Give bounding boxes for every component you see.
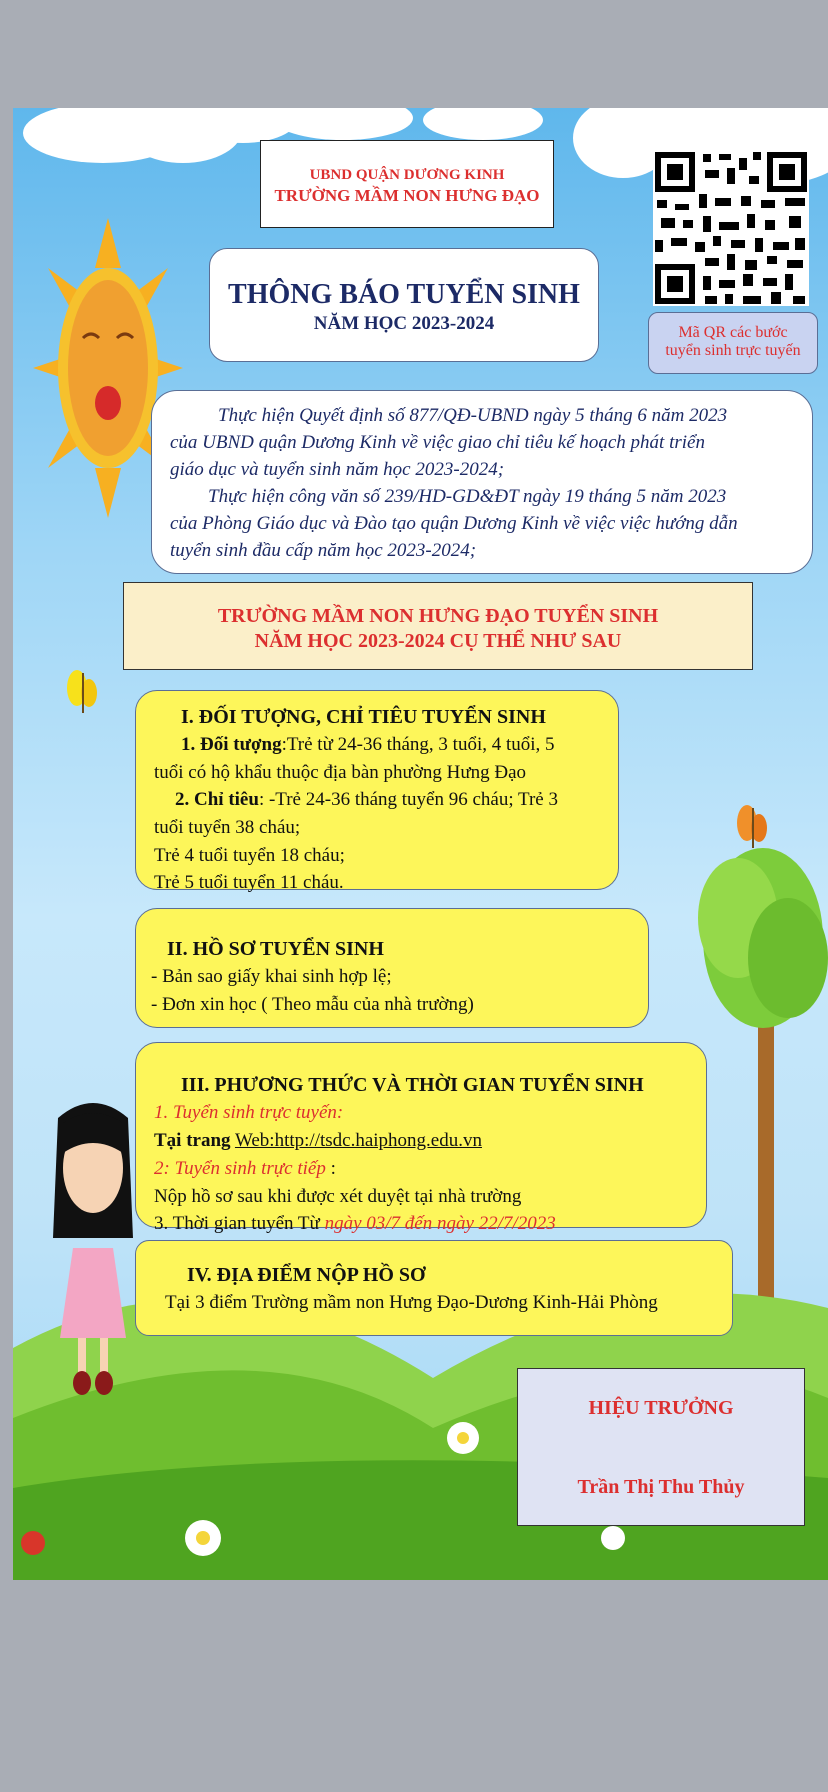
intro-line: tuyển sinh đầu cấp năm học 2023-2024; [170, 540, 477, 561]
registration-link[interactable]: Web:http://tsdc.haiphong.edu.vn [234, 1130, 482, 1151]
qr-code [653, 150, 809, 306]
section-4-text: Tại 3 điểm Trường mầm non Hưng Đạo-Dương Kinh-Hải Phòng [165, 1292, 658, 1313]
section-1-item2 [175, 789, 558, 811]
section-3-direct [154, 1158, 336, 1180]
section-3-heading: III. PHƯƠNG THỨC VÀ THỜI GIAN TUYỂN SINH [181, 1074, 644, 1096]
section-3-direct-colon: : [325, 1158, 336, 1179]
signature-role: HIỆU TRƯỞNG [588, 1397, 734, 1419]
qr-code-icon [653, 150, 809, 306]
section-3-direct-text: Nộp hồ sơ sau khi được xét duyệt tại nhà trường [154, 1186, 522, 1207]
intro-line: của UBND quận Dương Kinh về việc giao chỉ tiêu kế hoạch phát triển [170, 432, 705, 453]
qr-caption-line1: Mã QR các bước [678, 324, 788, 341]
section-1-item1-label: 1. Đối tượng [181, 734, 282, 755]
header-line2: TRƯỜNG MẦM NON HƯNG ĐẠO [274, 186, 540, 205]
section-3-online-label: 1. Tuyển sinh trực tuyến: [154, 1102, 344, 1123]
header-box [260, 140, 554, 228]
girl-illustration [48, 1098, 138, 1418]
intro-box [151, 390, 813, 574]
signature-name: Trần Thị Thu Thủy [577, 1476, 745, 1498]
section-1-line-5y: Trẻ 5 tuổi tuyển 11 cháu. [154, 872, 344, 893]
banner-box [123, 582, 753, 670]
section-1-item1 [181, 734, 555, 756]
page-title: THÔNG BÁO TUYỂN SINH [228, 279, 580, 310]
header-line1: UBND QUẬN DƯƠNG KINH [309, 167, 505, 183]
section-4-heading: IV. ĐỊA ĐIỂM NỘP HỒ SƠ [187, 1264, 426, 1286]
poster [13, 108, 828, 1580]
section-1-item1-text: :Trẻ từ 24-36 tháng, 3 tuổi, 4 tuổi, 5 [281, 734, 555, 755]
section-1-item2-text: : -Trẻ 24-36 tháng tuyển 96 cháu; Trẻ 3 [258, 789, 558, 810]
qr-caption-box [648, 312, 818, 374]
section-3-site-label: Tại trang [154, 1130, 231, 1151]
section-1-item1-cont: tuổi có hộ khẩu thuộc địa bàn phường Hưng Đạo [154, 762, 527, 783]
section-3-time-label: 3. Thời gian tuyển Từ [154, 1213, 325, 1234]
section-2-item: - Đơn xin học ( Theo mẫu của nhà trường) [151, 994, 474, 1015]
intro-line: giáo dục và tuyển sinh năm học 2023-2024; [170, 459, 505, 480]
intro-line: của Phòng Giáo dục và Đào tạo quận Dương Kinh về việc việc hướng dẫn [170, 513, 738, 534]
section-1-heading: I. ĐỐI TƯỢNG, CHỈ TIÊU TUYỂN SINH [181, 706, 546, 728]
section-2-heading: II. HỒ SƠ TUYỂN SINH [167, 938, 384, 960]
section-2-item: - Bản sao giấy khai sinh hợp lệ; [151, 966, 392, 987]
section-4-box [135, 1240, 733, 1336]
page-subtitle: NĂM HỌC 2023-2024 [313, 313, 495, 334]
section-1-item2-label: 2. Chỉ tiêu [175, 789, 259, 810]
qr-caption-line2: tuyển sinh trực tuyến [665, 342, 801, 359]
intro-line: Thực hiện công văn số 239/HD-GD&ĐT ngày 19 tháng 5 năm 2023 [208, 486, 727, 507]
section-3-site [154, 1130, 482, 1152]
title-box [209, 248, 599, 362]
section-1-line-4y: Trẻ 4 tuổi tuyển 18 cháu; [154, 845, 345, 866]
section-3-direct-label: 2: Tuyển sinh trực tiếp [154, 1158, 326, 1179]
section-3-time-value: ngày 03/7 đến ngày 22/7/2023 [324, 1213, 556, 1234]
signature-box [517, 1368, 805, 1526]
banner-line1: TRƯỜNG MẦM NON HƯNG ĐẠO TUYỂN SINH [217, 605, 659, 627]
section-3-time [154, 1213, 556, 1235]
section-1-item2-cont: tuổi tuyển 38 cháu; [154, 817, 301, 838]
intro-line: Thực hiện Quyết định số 877/QĐ-UBND ngày 5 tháng 6 năm 2023 [218, 405, 728, 426]
banner-line2: NĂM HỌC 2023-2024 CỤ THỂ NHƯ SAU [254, 630, 622, 652]
butterfly-icon [63, 663, 103, 723]
